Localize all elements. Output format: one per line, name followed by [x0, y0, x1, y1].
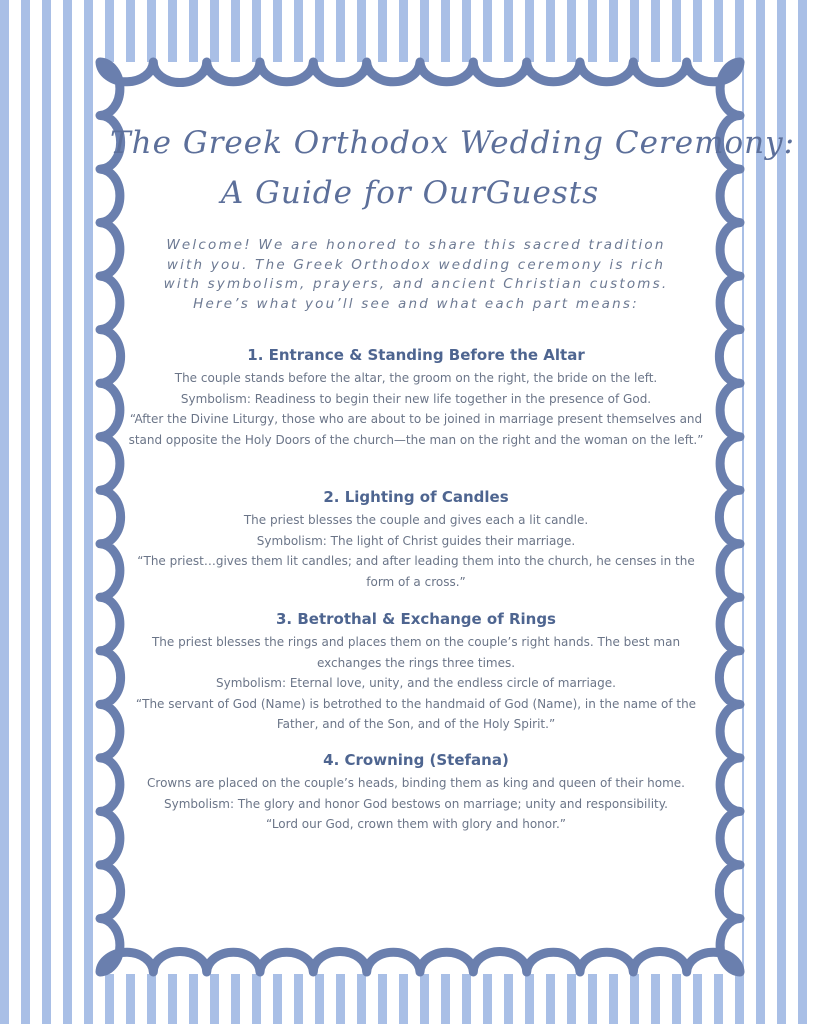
- section-heading: 4. Crowning (Stefana): [323, 751, 509, 769]
- section-line: The priest blesses the couple and gives each a lit candle.: [243, 513, 589, 527]
- section-entrance: [128, 344, 704, 450]
- section-line: The couple stands before the altar, the groom on the right, the bride on the left.: [174, 371, 658, 385]
- section-crowning: [128, 749, 704, 835]
- section-rings: [128, 608, 704, 735]
- section-line: Symbolism: The light of Christ guides their marriage.: [256, 533, 576, 548]
- title-line-1: The Greek Orthodox Wedding Ceremony:: [110, 125, 796, 161]
- section-heading: 1. Entrance & Standing Before the Altar: [247, 346, 585, 364]
- section-candles: [128, 486, 704, 592]
- section-heading: 3. Betrothal & Exchange of Rings: [276, 610, 556, 628]
- section-line: Symbolism: The glory and honor God bestows on marriage; unity and responsibility.: [164, 796, 668, 811]
- section-line: Symbolism: Eternal love, unity, and the endless circle of marriage.: [216, 676, 616, 690]
- section-quote: “The priest…gives them lit candles; and after leading them into the church, he censes in the form of a cross.”: [137, 554, 695, 589]
- section-line: The priest blesses the rings and places them on the couple’s right hands. The best man exchanges the rings three times.: [151, 635, 681, 670]
- intro-paragraph: Welcome! We are honored to share this sacred tradition with you. The Greek Orthodox wedding ceremony is rich with symbolism, prayers, and ancient Christian customs. Here’s what you’ll see and what each part means:: [163, 237, 669, 312]
- title-line-2: A Guide for OurGuests: [220, 175, 600, 211]
- section-line: Crowns are placed on the couple’s heads, binding them as king and queen of their home.: [147, 776, 685, 790]
- section-line: Symbolism: Readiness to begin their new life together in the presence of God.: [180, 391, 652, 406]
- section-quote: “After the Divine Liturgy, those who are about to be joined in marriage present themselves and stand opposite the Holy Doors of the church—the man on the right and the woman on the left.”: [128, 412, 704, 447]
- section-heading: 2. Lighting of Candles: [323, 488, 509, 506]
- page-title: [110, 118, 796, 218]
- section-quote: “The servant of God (Name) is betrothed to the handmaid of God (Name), in the name of the Father, and of the Son, and of the Holy Spirit.”: [135, 696, 697, 731]
- section-quote: “Lord our God, crown them with glory and honor.”: [265, 817, 566, 831]
